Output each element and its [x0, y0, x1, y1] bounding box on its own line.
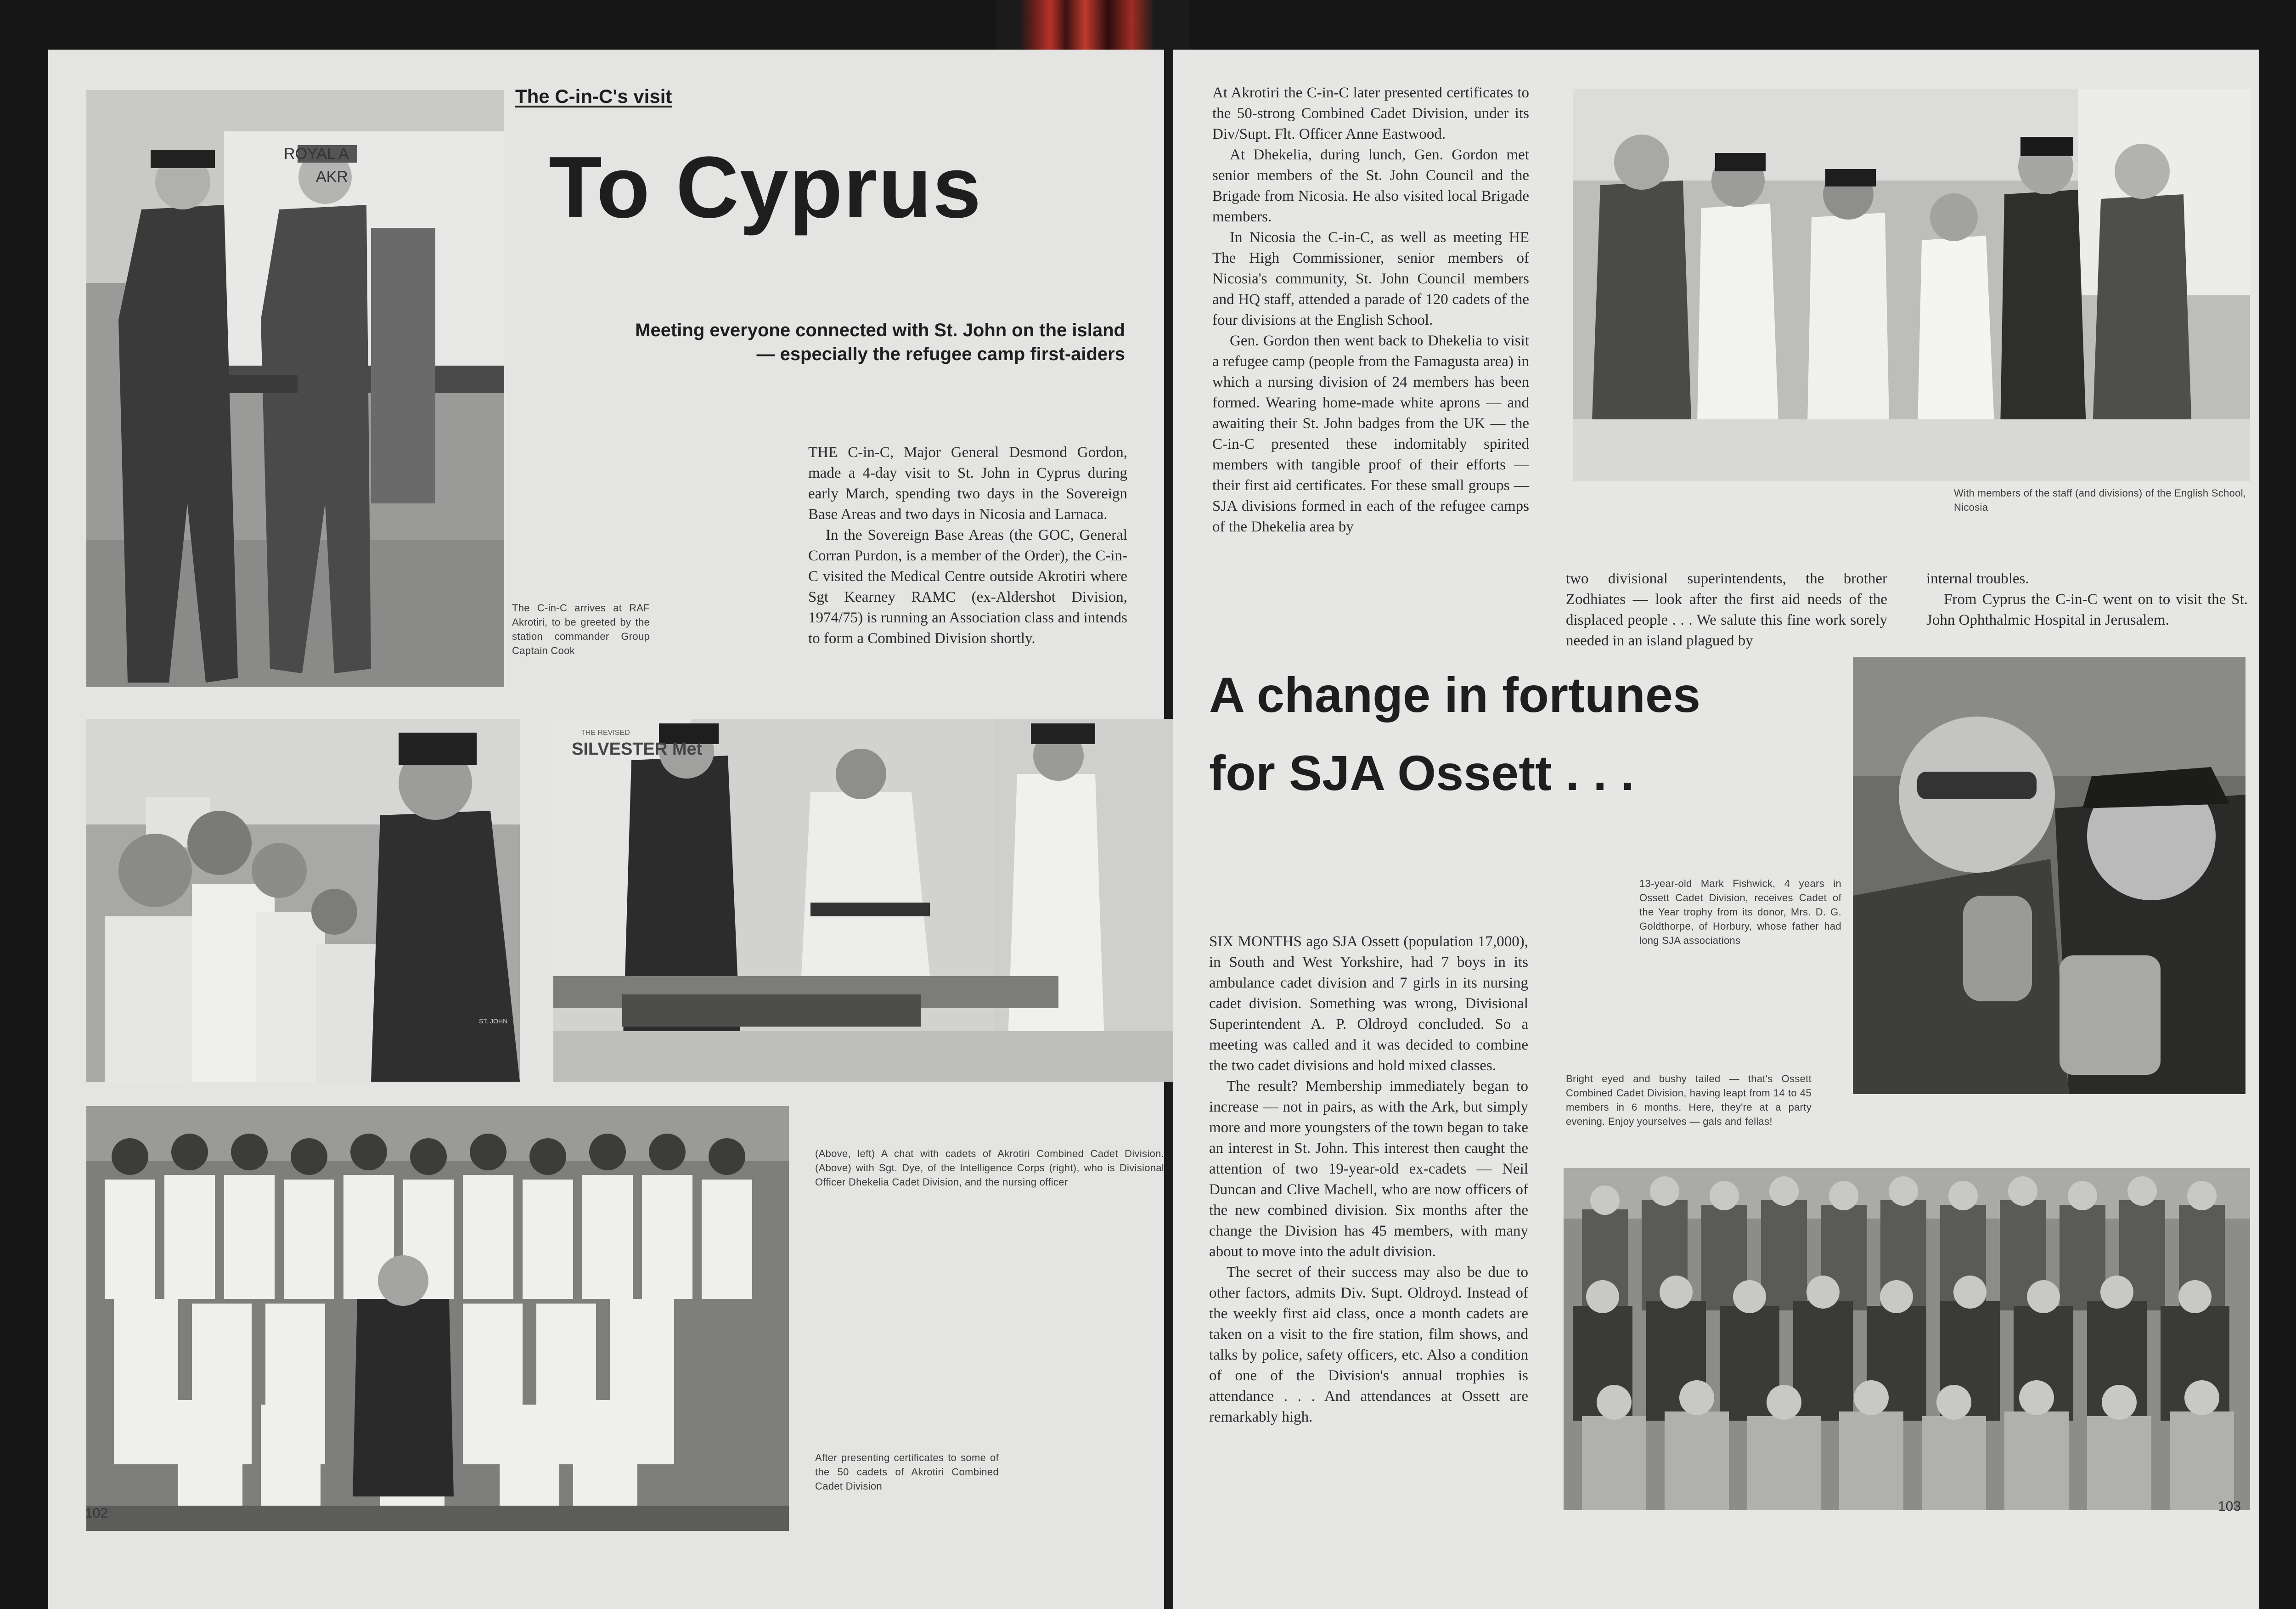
article-paragraph: The secret of their success may also be due to other factors, admits Div. Supt. Oldroyd. Instead of the weekly first aid class, once a month cadets are taken on a visit to the fire station, film shows, and talks by police, safety officers, etc. Also a condition of one of the Division's annual trophies is attendance . . . And attendances at Ossett are remarkably high. — [1209, 1264, 1528, 1425]
caption-certificates: After presenting certificates to some of the 50 cadets of Akrotiri Combined Cadet Division — [815, 1452, 999, 1492]
main-headline: To Cyprus — [549, 139, 982, 236]
standfirst-line-2: — especially the refugee camp first-aiders — [756, 344, 1125, 364]
page-number-right: 103 — [2218, 1499, 2241, 1514]
photo-english-school-staff — [1573, 89, 2250, 481]
article-intro — [808, 442, 1127, 649]
photo-arrival-akrotiri — [86, 90, 504, 687]
article-paragraph: In the Sovereign Base Areas (the GOC, General Corran Purdon, is a member of the Order), the C-in-C visited the Medical Centre outside Akrotiri where Sgt Kearney RAMC (ex-Aldershot Division, 1974/75) is running an Association class and intends to form a Combined Division shortly. — [808, 527, 1127, 647]
article-column-1 — [1212, 83, 1529, 537]
caption-cadets: (Above, left) A chat with cadets of Akrotiri Combined Cadet Division. (Above) with Sgt. Dye, of the Intelligence Corps (right), who is Divisional Officer Dhekelia Cadet Division, and the nursing officer — [815, 1148, 1164, 1188]
article-paragraph: At Akrotiri the C-in-C later presented certificates to the 50-strong Combined Cadet Division, under its Div/Supt. Flt. Officer Anne Eastwood. — [1212, 85, 1529, 142]
article-paragraph: In Nicosia the C-in-C, as well as meeting HE The High Commissioner, senior members of Nicosia's community, St. John Council members and HQ staff, attended a parade of 120 cadets of the four divisions at the English School. — [1212, 229, 1529, 328]
photo-cadets-chat — [86, 719, 520, 1082]
article-paragraph: SIX MONTHS ago SJA Ossett (population 17,000), in South and West Yorkshire, had 7 boys in its ambulance cadet division and 7 girls in its nursing cadet division. Something was wrong, Divisional Superintendent A. P. Oldroyd concluded. So a meeting was called and it was decided to combine the two cadet divisions and hold mixed classes. — [1209, 933, 1528, 1074]
article-paragraph: Gen. Gordon then went back to Dhekelia to visit a refugee camp (people from the Famagusta area) in which a nursing division of 24 members has been formed. Wearing home-made white aprons — and awaiting their St. John badges from the UK — the C-in-C presented these indomitably spirited members with tangible proof of their efforts — their first aid certificates. For these small groups — SJA divisions formed in each of the refugee camps of the Dhekelia area by — [1212, 333, 1529, 535]
caption-arrival: The C-in-C arrives at RAF Akrotiri, to be greeted by the station commander Group Captain Cook — [512, 602, 650, 656]
article-paragraph: The result? Membership immediately began to increase — not in pairs, as with the Ark, but simply more and more youngsters of the town began to take an interest in St. John. This interest then caught the attention of two 19-year-old ex-cadets — Neil Duncan and Clive Machell, who are now officers of the new combined division. Six months after the change the Division has 45 members, with many about to move into the adult division. — [1209, 1078, 1528, 1260]
article-paragraph: internal troubles. — [1926, 570, 2029, 587]
caption-ossett-group: Bright eyed and bushy tailed — that's Ossett Combined Cadet Division, having leapt from 14 to 45 members in 6 months. Here, they're at a party evening. Enjoy yourselves — gals and fellas! — [1566, 1073, 1812, 1127]
page-number-left: 102 — [85, 1506, 108, 1521]
article-paragraph: From Cyprus the C-in-C went on to visit the St. John Ophthalmic Hospital in Jerusalem. — [1926, 591, 2248, 628]
photo-trophy-presentation — [1853, 657, 2245, 1094]
poster-text-large: SILVESTER Met — [572, 740, 703, 759]
article-column-3 — [1926, 569, 2248, 631]
article-paragraph: two divisional superintendents, the brother Zodhiates — look after the first aid needs of the displaced people . . . We salute this fine work sorely needed in an island plagued by — [1566, 570, 1887, 649]
uniform-badge-text: ST. JOHN — [479, 1017, 508, 1025]
article-column-2 — [1566, 569, 1887, 651]
plane-lettering-2: AKR — [316, 168, 348, 186]
left-page — [48, 50, 1164, 1609]
article-paragraph: THE C-in-C, Major General Desmond Gordon, made a 4-day visit to St. John in Cyprus during early March, spending two days in the Sovereign Base Areas and two days in Nicosia and Larnaca. — [808, 444, 1127, 523]
article-kicker: The C-in-C's visit — [515, 85, 672, 107]
article-paragraph: At Dhekelia, during lunch, Gen. Gordon met senior members of the St. John Council and the Brigade from Nicosia. He also visited local Brigade members. — [1212, 147, 1529, 225]
poster-text-small: THE REVISED — [581, 729, 630, 737]
photo-ossett-group — [1564, 1168, 2250, 1510]
plane-lettering: ROYAL A — [284, 145, 349, 163]
right-page — [1173, 50, 2259, 1609]
standfirst-line-1: Meeting everyone connected with St. John on the island — [635, 320, 1125, 340]
photo-certificates-group — [86, 1106, 789, 1531]
standfirst — [507, 318, 1125, 366]
headline-ossett-line-2: for SJA Ossett . . . — [1209, 745, 1635, 801]
caption-english-school: With members of the staff (and divisions) of the English School, Nicosia — [1954, 487, 2246, 513]
ossett-article — [1209, 932, 1528, 1428]
caption-trophy: 13-year-old Mark Fishwick, 4 years in Ossett Cadet Division, receives Cadet of the Year trophy from its donor, Mrs. D. G. Goldthorpe, of Horbury, whose father had long SJA associations — [1639, 878, 1841, 946]
headline-ossett-line-1: A change in fortunes — [1209, 667, 1701, 723]
photo-demonstration — [553, 719, 1178, 1082]
